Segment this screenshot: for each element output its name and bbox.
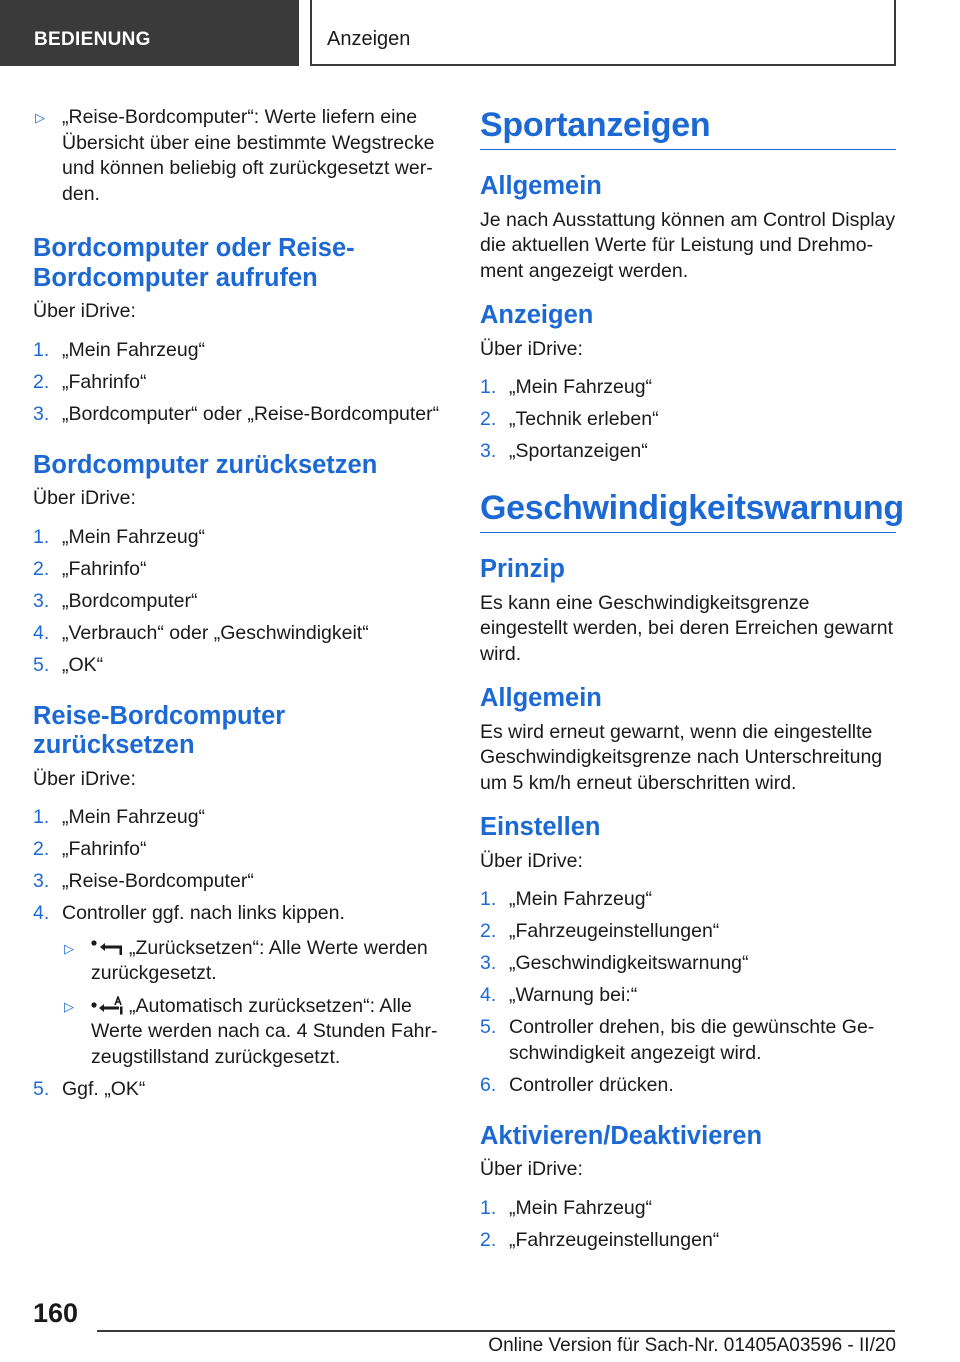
intro-bullet-list bbox=[33, 105, 448, 207]
intro-text: Über iDrive: bbox=[480, 337, 583, 360]
paragraph: Es kann eine Geschwindigkeitsgrenze eingestellt werden, bei deren Erreichen gewarnt wird. bbox=[480, 591, 893, 665]
paragraph: Je nach Ausstattung können am Control Display die aktuellen Werte für Leistung und Drehmo-ment angezeigt werden. bbox=[480, 208, 896, 282]
paragraph: Es wird erneut gewarnt, wenn die eingestellte Geschwindigkeitsgrenze nach Unterschreitung um 5 km/h erneut überschritten wird. bbox=[480, 720, 883, 794]
list-item: 1. „Mein Fahrzeug“ bbox=[33, 525, 206, 548]
intro-text: Über iDrive: bbox=[33, 767, 136, 790]
chapter-tab: Anzeigen bbox=[310, 0, 896, 66]
list-item: 1. „Mein Fahrzeug“ bbox=[480, 1196, 653, 1219]
triangle-icon: ▷ bbox=[64, 998, 74, 1014]
section-heading-allgemein-gw: Allgemein bbox=[480, 684, 602, 712]
list-item: 4. Controller ggf. nach links kippen. ▷ „Zurücksetzen“: Alle Werte werden zurückgesetzt. ▷ „Automatisch zurücksetzen“: Alle Werte werden nach ca. 4 Stunden Fahr-zeugstillstand zurückgesetzt. bbox=[33, 901, 448, 1070]
section-tab: BEDIENUNG bbox=[0, 0, 299, 66]
list-item: 5. Controller drehen, bis die gewünschte Ge-schwindigkeit angezeigt wird. bbox=[480, 1016, 875, 1064]
list-item: 5. Ggf. „OK“ bbox=[33, 1078, 146, 1100]
steps-einstellen bbox=[480, 887, 896, 1098]
intro-text: Über iDrive: bbox=[33, 300, 136, 322]
list-item: 2. „Technik erleben“ bbox=[480, 408, 659, 430]
list-item: 6. Controller drücken. bbox=[480, 1073, 674, 1096]
list-item: ▷ „Zurücksetzen“: Alle Werte werden zurückgesetzt. bbox=[64, 936, 428, 984]
triangle-icon: ▷ bbox=[35, 110, 45, 125]
section-heading-einstellen: Einstellen bbox=[480, 813, 601, 841]
chapter-heading-sport: Sportanzeigen bbox=[480, 105, 896, 150]
section-heading-aufrufen: Bordcomputer oder Reise-Bordcomputer aufrufen bbox=[33, 234, 355, 292]
list-item: 3. „Bordcomputer“ oder „Reise-Bordcomputer“ bbox=[33, 402, 440, 425]
reset-arrow-icon bbox=[91, 939, 125, 957]
list-item: 5. „OK“ bbox=[33, 653, 104, 676]
steps-aktivieren bbox=[480, 1196, 896, 1254]
list-item: 1. „Mein Fahrzeug“ bbox=[33, 338, 206, 361]
steps-rbc-reset bbox=[33, 805, 448, 1103]
page-number: 160 bbox=[33, 1298, 79, 1328]
section-heading-aktivieren: Aktivieren/Deaktivieren bbox=[480, 1121, 763, 1150]
footer-divider bbox=[97, 1330, 895, 1332]
list-item: 2. „Fahrzeugeinstellungen“ bbox=[480, 920, 720, 942]
triangle-icon: ▷ bbox=[64, 940, 74, 956]
section-heading-allgemein: Allgemein bbox=[480, 172, 602, 200]
page-header bbox=[0, 0, 960, 66]
list-item: 3. „Bordcomputer“ bbox=[33, 589, 198, 612]
section-heading-bc-reset: Bordcomputer zurücksetzen bbox=[33, 450, 378, 479]
list-item: 3. „Reise-Bordcomputer“ bbox=[33, 870, 254, 892]
section-heading-rbc-reset: Reise-Bordcomputer zurücksetzen bbox=[33, 701, 286, 759]
sub-options bbox=[62, 936, 448, 1071]
list-item: 2. „Fahrzeugeinstellungen“ bbox=[480, 1228, 720, 1251]
list-item: 3. „Geschwindigkeitswarnung“ bbox=[480, 952, 749, 974]
left-column bbox=[33, 105, 448, 1109]
steps-bc-reset bbox=[33, 525, 448, 679]
list-item: 1. „Mein Fahrzeug“ bbox=[480, 888, 653, 910]
right-column bbox=[480, 105, 904, 1260]
list-item: ▷ „Reise-Bordcomputer“: Werte liefern eine Übersicht über eine bestimmte Wegstrecke und können beliebig oft zurückgesetzt wer-den. bbox=[35, 106, 435, 205]
intro-text: Über iDrive: bbox=[480, 1158, 583, 1180]
chapter-heading-gw: Geschwindigkeitswarnung bbox=[480, 488, 896, 533]
list-item: 1. „Mein Fahrzeug“ bbox=[480, 376, 653, 398]
list-item: 2. „Fahrinfo“ bbox=[33, 838, 147, 860]
list-item: 2. „Fahrinfo“ bbox=[33, 370, 147, 393]
steps-sport bbox=[480, 375, 896, 465]
section-heading-anzeigen: Anzeigen bbox=[480, 301, 594, 329]
list-item: 3. „Sportanzeigen“ bbox=[480, 440, 648, 462]
steps-aufrufen bbox=[33, 338, 448, 428]
list-item: 4. „Warnung bei:“ bbox=[480, 984, 638, 1006]
intro-text: Über iDrive: bbox=[33, 487, 136, 509]
list-item: 1. „Mein Fahrzeug“ bbox=[33, 806, 206, 828]
list-item: 4. „Verbrauch“ oder „Geschwindigkeit“ bbox=[33, 621, 369, 644]
list-item: 2. „Fahrinfo“ bbox=[33, 557, 147, 580]
footer-version-text: Online Version für Sach-Nr. 01405A03596 - II/20 bbox=[488, 1335, 896, 1356]
list-item: ▷ „Automatisch zurücksetzen“: Alle Werte werden nach ca. 4 Stunden Fahr-zeugstillstand zurückgesetzt. bbox=[64, 994, 438, 1068]
section-heading-prinzip: Prinzip bbox=[480, 555, 566, 583]
intro-text: Über iDrive: bbox=[480, 849, 583, 872]
auto-reset-icon bbox=[91, 996, 125, 1016]
